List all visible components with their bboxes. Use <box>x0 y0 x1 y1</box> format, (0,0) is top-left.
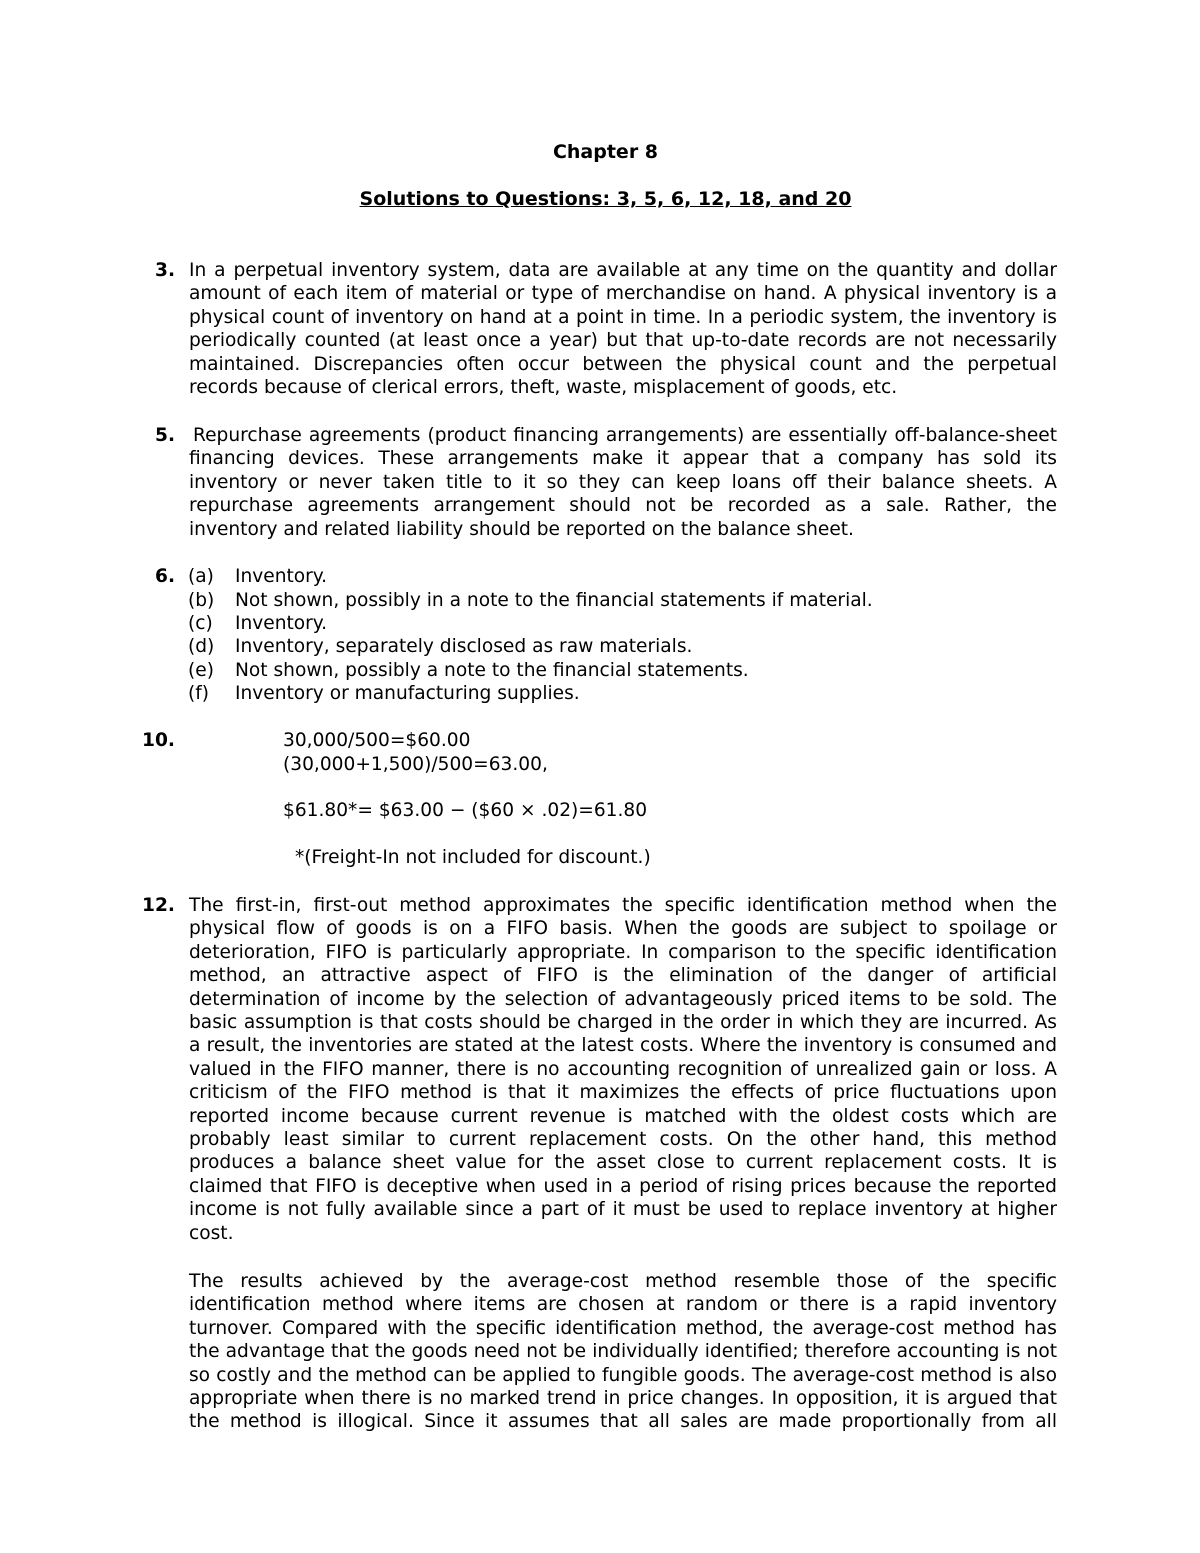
list-item-text: Inventory. <box>235 613 328 634</box>
calculation-line: 30,000/500=$60.00 <box>283 730 471 751</box>
list-item-text: Inventory, separately disclosed as raw materials. <box>235 636 693 657</box>
list-item-text: Inventory. <box>235 566 328 587</box>
list-item-label: (f) <box>188 683 210 704</box>
list-item-text: Not shown, possibly a note to the financial statements. <box>235 660 749 681</box>
question-5-number: 5. <box>155 425 176 446</box>
question-12-number: 12. <box>142 895 175 916</box>
list-item-text: Inventory or manufacturing supplies. <box>235 683 580 704</box>
question-12-answer-para-1: The first-in, first-out method approximates the specific identification method when the physical flow of goods is on a FIFO basis. When the goods are subject to spoilage or deterioration, FIFO is particularly appropriate. In comparison to the specific identification method, an attractive aspect of FIFO is the elimination of the danger of artificial determination of income by the selection of advantageously priced items to be sold. The basic assumption is that costs should be charged in the order in which they are incurred. As a result, the inventories are stated at the latest costs. Where the inventory is consumed and valued in the FIFO manner, there is no accounting recognition of unrealized gain or loss. A criticism of the FIFO method is that it maximizes the effects of price fluctuations upon reported income because current revenue is matched with the oldest costs which are probably least similar to current replacement costs. On the other hand, this method produces a balance sheet value for the asset close to current replacement costs. It is claimed that FIFO is deceptive when used in a period of rising prices because the reported income is not fully available since a part of it must be used to replace inventory at higher cost. <box>189 895 1057 1244</box>
list-item-label: (e) <box>188 660 214 681</box>
question-10-number: 10. <box>142 730 175 751</box>
question-12-answer-para-2: The results achieved by the average-cost method resemble those of the specific identification method where items are chosen at random or there is a rapid inventory turnover. Compared with the specific identification method, the average-cost method has the advantage that the goods need not be individually identified; therefore accounting is not so costly and the method can be applied to fungible goods. The average-cost method is also appropriate when there is no marked trend in price changes. In opposition, it is argued that the method is illogical. Since it assumes that all sales are made proportionally from all <box>189 1271 1057 1433</box>
calculation-line: (30,000+1,500)/500=63.00, <box>283 754 548 775</box>
calculation-note: *(Freight-In not included for discount.) <box>295 847 651 868</box>
question-6-number: 6. <box>155 566 176 587</box>
calculation-line: $61.80*= $63.00 − ($60 × .02)=61.80 <box>283 800 648 821</box>
list-item-label: (c) <box>188 613 213 634</box>
list-item-text: Not shown, possibly in a note to the financial statements if material. <box>235 590 873 611</box>
page-subtitle: Solutions to Questions: 3, 5, 6, 12, 18, and 20 <box>359 188 852 210</box>
list-item-label: (d) <box>188 636 215 657</box>
question-3-answer: In a perpetual inventory system, data are available at any time on the quantity and dollar amount of each item of material or type of merchandise on hand. A physical inventory is a physical count of inventory on hand at a point in time. In a periodic system, the inventory is periodically counted (at least once a year) but that up-to-date records are not necessarily maintained. Discrepancies often occur between the physical count and the perpetual records because of clerical errors, theft, waste, misplacement of goods, etc. <box>189 260 1057 399</box>
list-item-label: (a) <box>188 566 214 587</box>
list-item-label: (b) <box>188 590 215 611</box>
question-5-answer: Repurchase agreements (product financing arrangements) are essentially off-balance-sheet financing devices. These arrangements make it appear that a company has sold its inventory or never taken title to it so they can keep loans off their balance sheets. A repurchase agreements arrangement should not be recorded as a sale. Rather, the inventory and related liability should be reported on the balance sheet. <box>189 425 1057 540</box>
question-3-number: 3. <box>155 260 176 281</box>
chapter-title: Chapter 8 <box>552 141 659 163</box>
